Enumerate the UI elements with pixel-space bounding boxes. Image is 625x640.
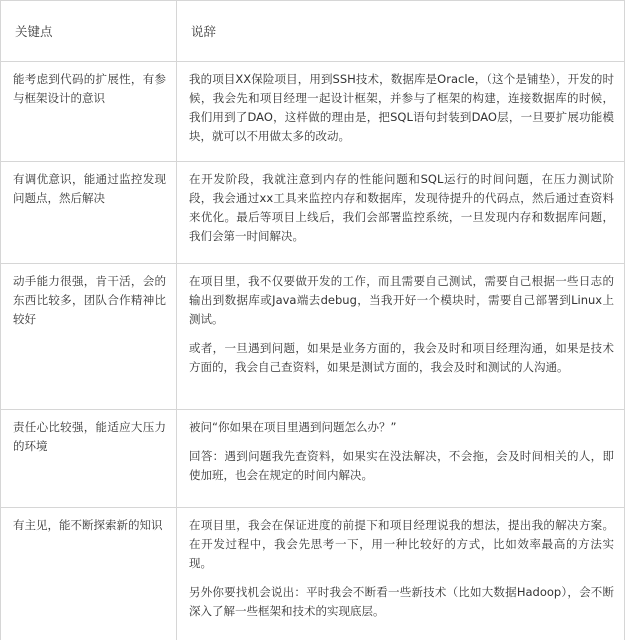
statement-paragraph: 或者，一旦遇到问题，如果是业务方面的，我会及时和项目经理沟通，如果是技术方面的，我会自己查资料，如果是测试方面的，我会及时和测试的人沟通。	[189, 341, 614, 374]
statement-cell	[177, 508, 625, 640]
key-point-cell	[1, 264, 177, 410]
statement-paragraph: 在项目里，我会在保证进度的前提下和项目经理说我的想法，提出我的解决方案。在开发过程中，我会先思考一下，用一种比较好的方式，比如效率最高的方法实现。	[189, 518, 614, 570]
key-point-text: 有调优意识，能通过监控发现问题点，然后解决	[13, 172, 166, 205]
statement-paragraph: 另外你要找机会说出：平时我会不断看一些新技术（比如大数据Hadoop），会不断深入了解一些框架和技术的实现底层。	[189, 585, 614, 618]
key-point-text: 能考虑到代码的扩展性，有参与框架设计的意识	[13, 72, 166, 105]
header-key-point-label: 关键点	[15, 24, 53, 39]
statement-paragraph: 在开发阶段，我就注意到内存的性能问题和SQL运行的时间问题，在压力测试阶段，我会通过xx工具来监控内存和数据库，发现待提升的代码点，然后通过查资料来优化。最后等项目上线后，我们会部署监控系统，一旦发现内存和数据库问题，我们会第一时间解决。	[189, 172, 614, 243]
statement-paragraph: 被问“你如果在项目里遇到问题怎么办？”	[189, 420, 397, 434]
header-key-point	[1, 1, 177, 62]
statement-text	[177, 62, 624, 146]
statement-paragraph: 回答：遇到问题我先查资料，如果实在没法解决，不会拖，会及时间相关的人，即使加班，也会在规定的时间内解决。	[189, 449, 614, 482]
header-statement-label: 说辞	[191, 24, 217, 39]
statement-cell	[177, 410, 625, 508]
key-point-text: 有主见，能不断探索新的知识	[13, 518, 163, 532]
key-point-text: 动手能力很强，肯干活，会的东西比较多，团队合作精神比较好	[13, 274, 166, 326]
table-row	[1, 264, 625, 410]
statement-text	[177, 264, 624, 377]
table-row	[1, 508, 625, 640]
table-header-row	[1, 1, 625, 62]
table-row	[1, 162, 625, 264]
statement-paragraph: 我的项目XX保险项目，用到SSH技术，数据库是Oracle，（这个是铺垫），开发的时候，我会先和项目经理一起设计框架，并参与了框架的构建，连接数据库的时候，我们用到了DAO，这样做的理由是，把SQL语句封装到DAO层，一旦要扩展功能模块，就可以不用做太多的改动。	[189, 72, 614, 143]
table-row	[1, 62, 625, 162]
key-point-cell	[1, 410, 177, 508]
statement-text	[177, 508, 624, 621]
statement-paragraph: 在项目里，我不仅要做开发的工作，而且需要自己测试，需要自己根据一些日志的输出到数据库或Java端去debug，当我开好一个模块时，需要自己部署到Linux上测试。	[189, 274, 614, 326]
key-point-cell	[1, 62, 177, 162]
statement-text	[177, 410, 624, 485]
header-statement	[177, 1, 625, 62]
key-point-cell	[1, 162, 177, 264]
key-point-cell	[1, 508, 177, 640]
key-point-text: 责任心比较强，能适应大压力的环境	[13, 420, 166, 453]
statement-cell	[177, 62, 625, 162]
statement-cell	[177, 264, 625, 410]
table-row	[1, 410, 625, 508]
statement-text	[177, 162, 624, 246]
statement-cell	[177, 162, 625, 264]
